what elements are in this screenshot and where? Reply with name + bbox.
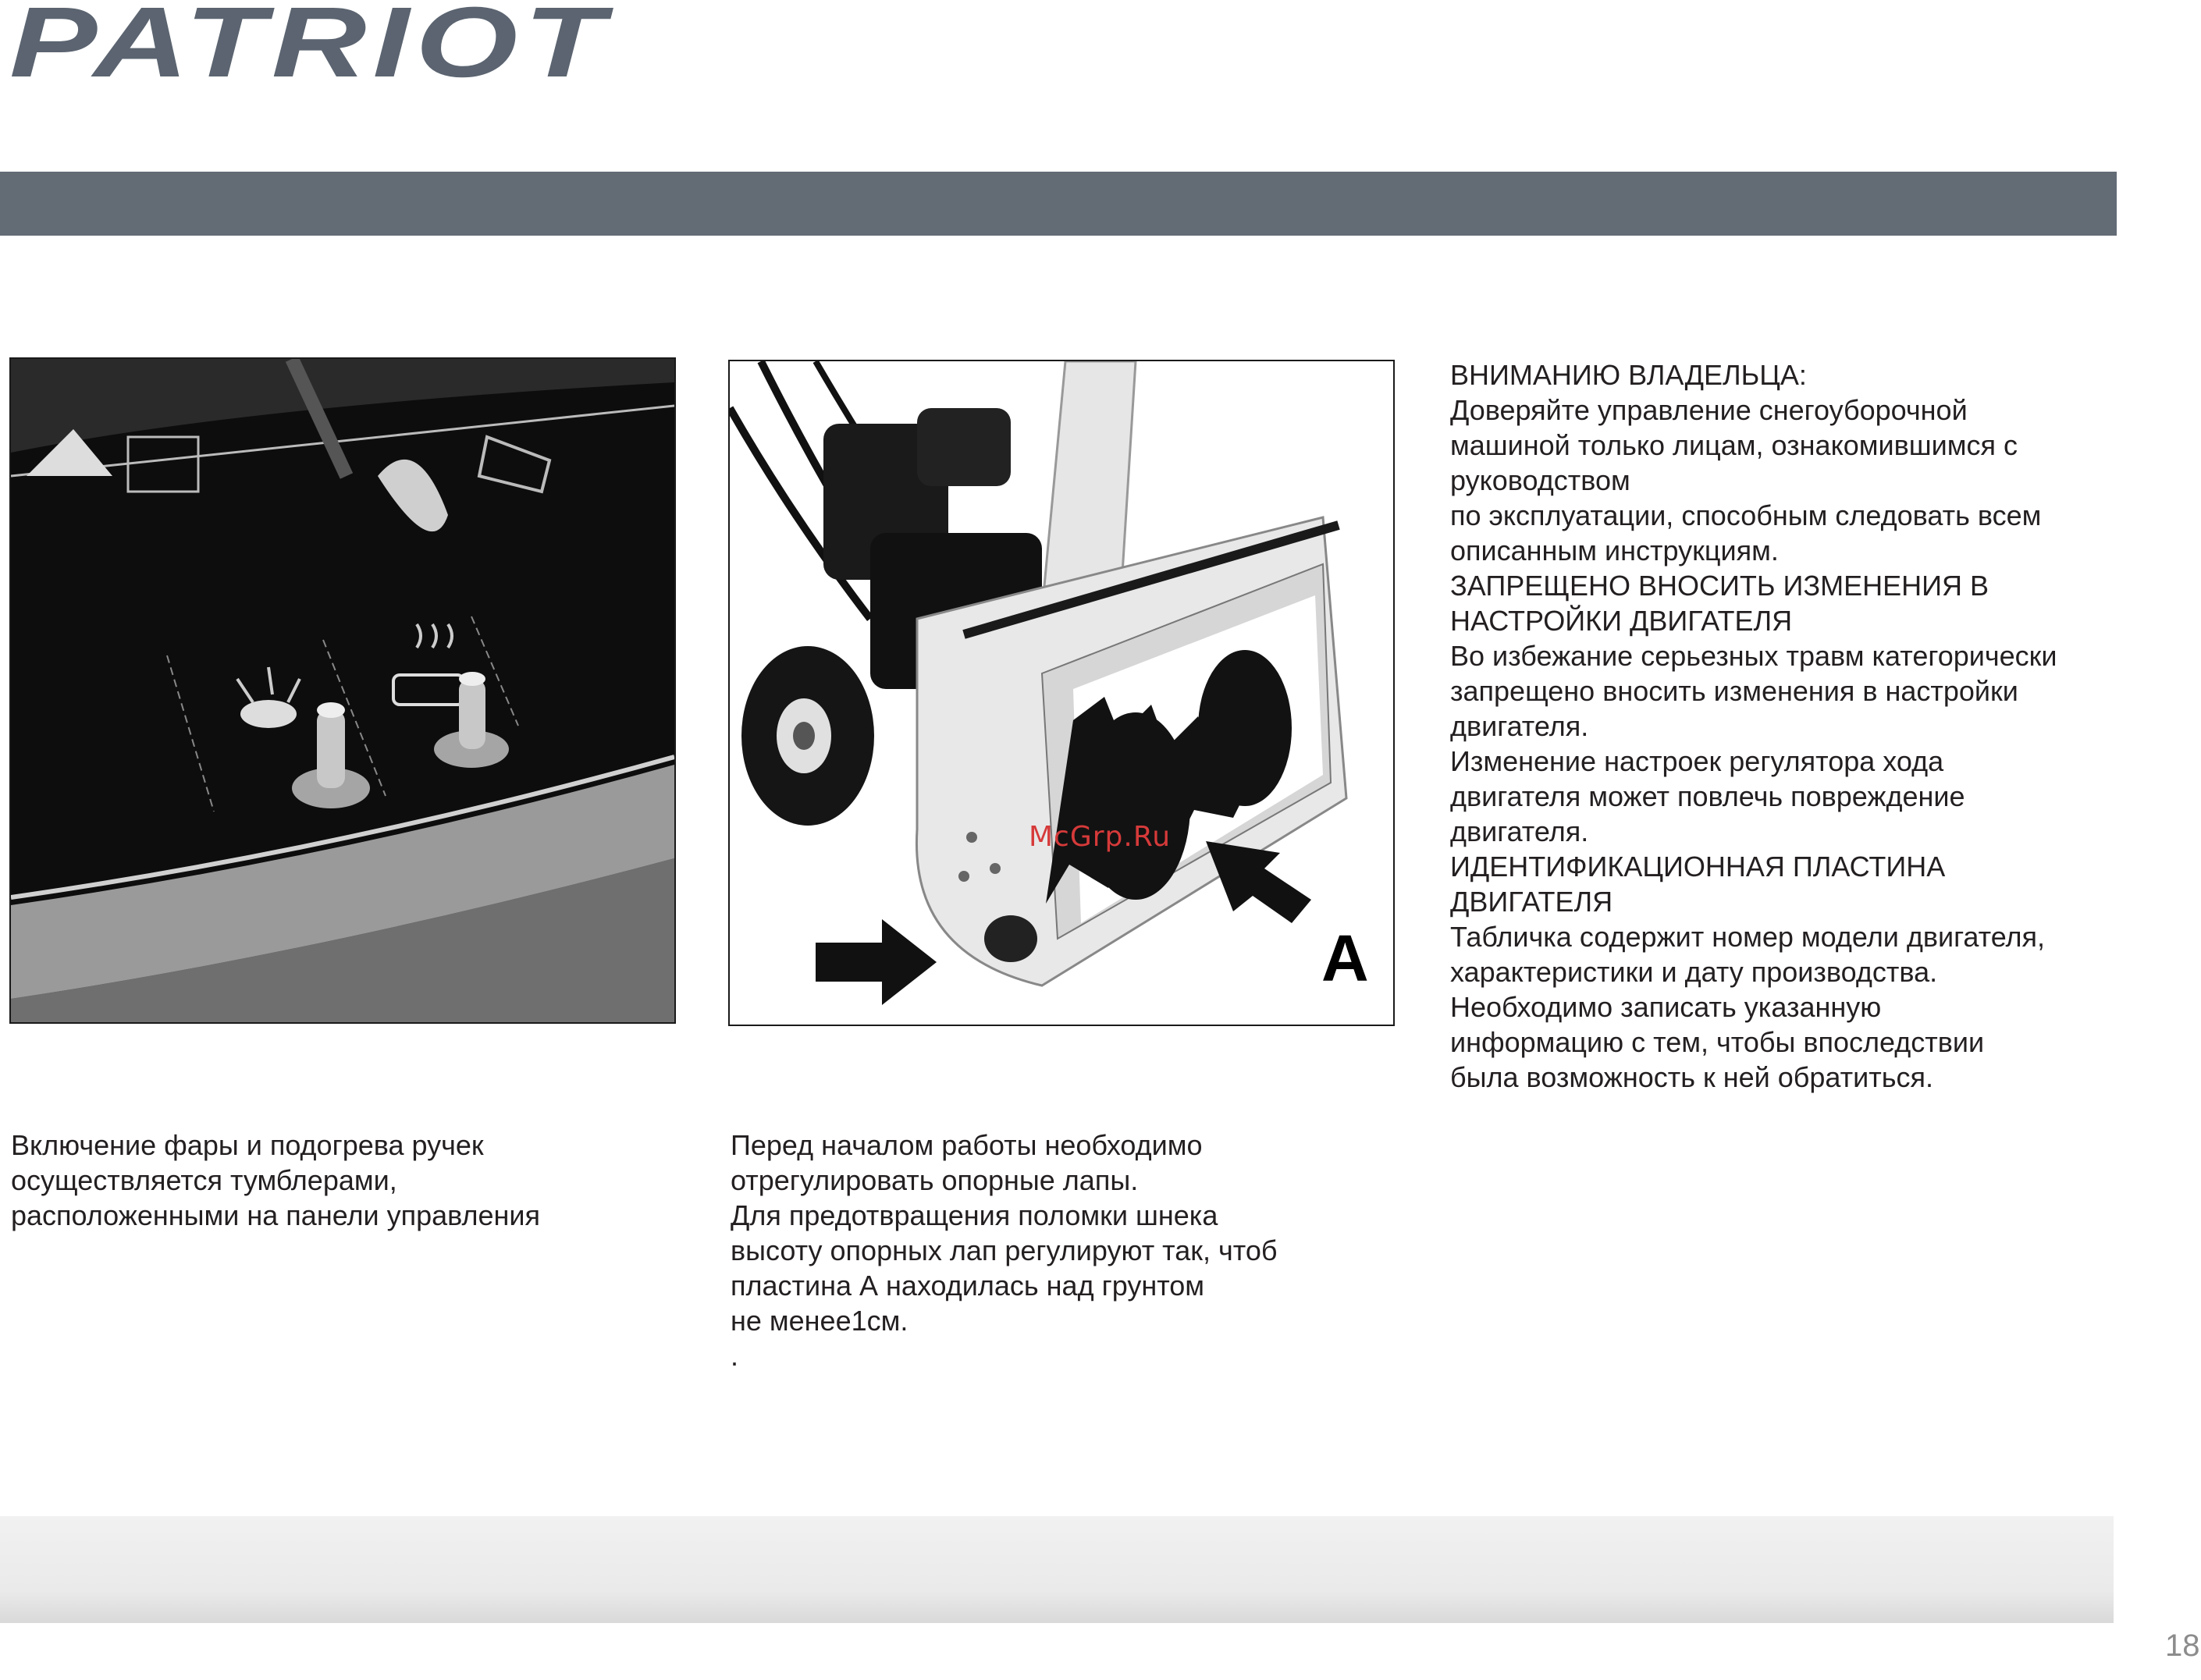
patriot-logo: [6, 0, 615, 86]
watermark: McGrp.Ru: [1029, 821, 1172, 853]
marker-label-a: A: [1321, 922, 1369, 995]
caption-center: Перед началом работы необходимо отрегулировать опорные лапы. Для предотвращения поломки шнека высоту опорных лап регулируют так, чтоб пластина А находилась над грунтом не менее1см. .: [731, 1129, 1278, 1372]
photo-toggle-switches: [9, 357, 676, 1024]
note-engine-id-plate: ИДЕНТИФИКАЦИОННАЯ ПЛАСТИНА ДВИГАТЕЛЯ Табличка содержит номер модели двигателя, характеристики и дату производства. Необходимо записать указанную информацию с тем, чтобы впоследствии была возможность к ней обратиться.: [1450, 851, 2046, 1093]
note-engine-settings: ЗАПРЕЩЕНО ВНОСИТЬ ИЗМЕНЕНИЯ В НАСТРОЙКИ ДВИГАТЕЛЯ Во избежание серьезных травм категорически запрещено вносить изменения в настройки двигателя. Изменение настроек регулятора хода двигателя может повлечь повреждение двигателя.: [1450, 570, 2057, 847]
caption-left: Включение фары и подогрева ручек осуществляется тумблерами, расположенными на панели управления: [11, 1129, 540, 1231]
header-bar: [0, 172, 2117, 236]
page-number: 18: [2165, 1628, 2200, 1663]
photo-snowblower: [728, 360, 1395, 1026]
note-owner-attention: ВНИМАНИЮ ВЛАДЕЛЬЦА: Доверяйте управление снегоуборочной машиной только лицам, ознакомившимся с руководством по эксплуатации, способным следовать всем описанным инструкциям.: [1450, 359, 2042, 567]
logo-text: PATRIOT: [9, 0, 615, 86]
owner-notes: [1450, 357, 2137, 1095]
footer-bar: [0, 1516, 2114, 1623]
